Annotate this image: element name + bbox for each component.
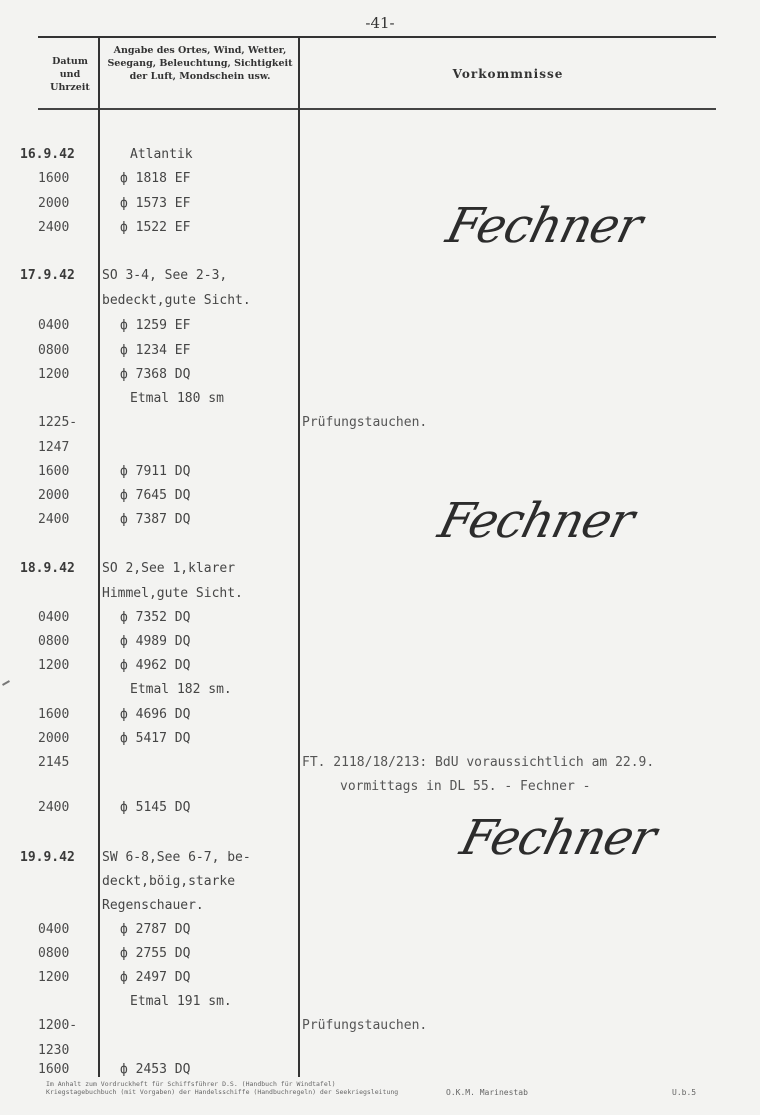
entry-position-weather: ф 4989 DQ (120, 634, 191, 649)
entry-position-weather: Etmal 180 sm (130, 391, 224, 406)
entry-position-weather: ф 5417 DQ (120, 731, 191, 746)
header-events: Vorkommnisse (452, 67, 564, 81)
entry-position-weather: SO 3-4, See 2-3, (102, 268, 228, 283)
entry-position-weather: deckt,böig,starke (102, 874, 236, 889)
entry-time: 2000 (38, 196, 70, 211)
entry-position-weather: ф 2497 DQ (120, 970, 191, 985)
entry-time: 2400 (38, 512, 70, 527)
entry-time: 1200 (38, 367, 70, 382)
entry-position-weather: ф 1573 EF (120, 196, 191, 211)
signature: Fechner (441, 198, 648, 254)
entry-time: 0400 (38, 610, 70, 625)
entry-time: 2000 (38, 731, 70, 746)
entry-time: 1200 (38, 658, 70, 673)
header-rule (38, 108, 716, 110)
entry-time: 1600 (38, 707, 70, 722)
entry-event: FT. 2118/18/213: BdU voraussichtlich am 22.9. (302, 755, 655, 770)
entry-time: 1600 (38, 171, 70, 186)
entry-time: 2000 (38, 488, 70, 503)
footer-imprint-left (46, 1080, 398, 1096)
entry-time: 0800 (38, 634, 70, 649)
entry-position-weather: Regenschauer. (102, 898, 204, 913)
entry-position-weather: ф 7352 DQ (120, 610, 191, 625)
entry-time: 2145 (38, 755, 70, 770)
entry-time: 2400 (38, 220, 70, 235)
entry-time: 1200- (38, 1018, 78, 1033)
entry-position-weather: ф 7387 DQ (120, 512, 191, 527)
entry-time: 0800 (38, 343, 70, 358)
entry-date: 16.9.42 (20, 147, 75, 162)
signature: Fechner (455, 810, 662, 866)
header-date-line: und (59, 69, 81, 80)
entry-position-weather: SW 6-8,See 6-7, be- (102, 850, 251, 865)
entry-time: 1247 (38, 440, 70, 455)
entry-time: 0800 (38, 946, 70, 961)
entry-time: 0400 (38, 922, 70, 937)
entry-date: 17.9.42 (20, 268, 75, 283)
header-place-line: Angabe des Ortes, Wind, Wetter, (113, 45, 287, 56)
entry-position-weather: ф 5145 DQ (120, 800, 191, 815)
entry-position-weather: Etmal 191 sm. (130, 994, 232, 1009)
header-place-weather (101, 44, 299, 83)
entry-position-weather: ф 7645 DQ (120, 488, 191, 503)
entry-event: Prüfungstauchen. (302, 415, 428, 430)
footer-line: Kriegstagebuchbuch (mit Vorgaben) der Handelsschiffe (Handbuchregeln) der Seekriegsleitung (46, 1088, 399, 1096)
entry-time: 2400 (38, 800, 70, 815)
footer-imprint-right: U.b.5 (672, 1088, 697, 1097)
footer-line: Im Anhalt zum Vordruckheft für Schiffsführer D.S. (Handbuch für Windtafel) (46, 1080, 336, 1088)
signature: Fechner (433, 493, 640, 549)
entry-position-weather: ф 1234 EF (120, 343, 191, 358)
entry-event: vormittags in DL 55. - Fechner - (340, 779, 591, 794)
entry-position-weather: ф 7911 DQ (120, 464, 191, 479)
entry-date: 18.9.42 (20, 561, 75, 576)
entry-time: 1230 (38, 1043, 70, 1058)
margin-mark (2, 680, 10, 686)
entry-position-weather: Himmel,gute Sicht. (102, 586, 243, 601)
entry-time: 1600 (38, 464, 70, 479)
entry-position-weather: ф 4962 DQ (120, 658, 191, 673)
column-divider-date (98, 37, 100, 1077)
entry-position-weather: ф 1259 EF (120, 318, 191, 333)
entry-position-weather: ф 2755 DQ (120, 946, 191, 961)
top-rule (38, 36, 716, 38)
entry-position-weather: ф 4696 DQ (120, 707, 191, 722)
entry-time: 1225- (38, 415, 78, 430)
header-place-line: der Luft, Mondschein usw. (129, 71, 271, 82)
entry-position-weather: ф 2453 DQ (120, 1062, 191, 1077)
header-date-line: Uhrzeit (50, 82, 90, 93)
header-date-time (42, 55, 98, 94)
header-place-line: Seegang, Beleuchtung, Sichtigkeit (107, 58, 293, 69)
entry-position-weather: ф 7368 DQ (120, 367, 191, 382)
entry-position-weather: bedeckt,gute Sicht. (102, 293, 251, 308)
entry-position-weather: Atlantik (130, 147, 193, 162)
entry-time: 1200 (38, 970, 70, 985)
entry-event: Prüfungstauchen. (302, 1018, 428, 1033)
entry-position-weather: ф 2787 DQ (120, 922, 191, 937)
entry-position-weather: ф 1818 EF (120, 171, 191, 186)
footer-imprint-middle: O.K.M. Marinestab (446, 1088, 528, 1097)
column-divider-place (298, 37, 300, 1077)
entry-date: 19.9.42 (20, 850, 75, 865)
page-number: -41- (365, 14, 395, 32)
entry-time: 0400 (38, 318, 70, 333)
entry-position-weather: ф 1522 EF (120, 220, 191, 235)
entry-position-weather: Etmal 182 sm. (130, 682, 232, 697)
header-date-line: Datum (52, 56, 88, 67)
entry-time: 1600 (38, 1062, 70, 1077)
entry-position-weather: SO 2,See 1,klarer (102, 561, 236, 576)
